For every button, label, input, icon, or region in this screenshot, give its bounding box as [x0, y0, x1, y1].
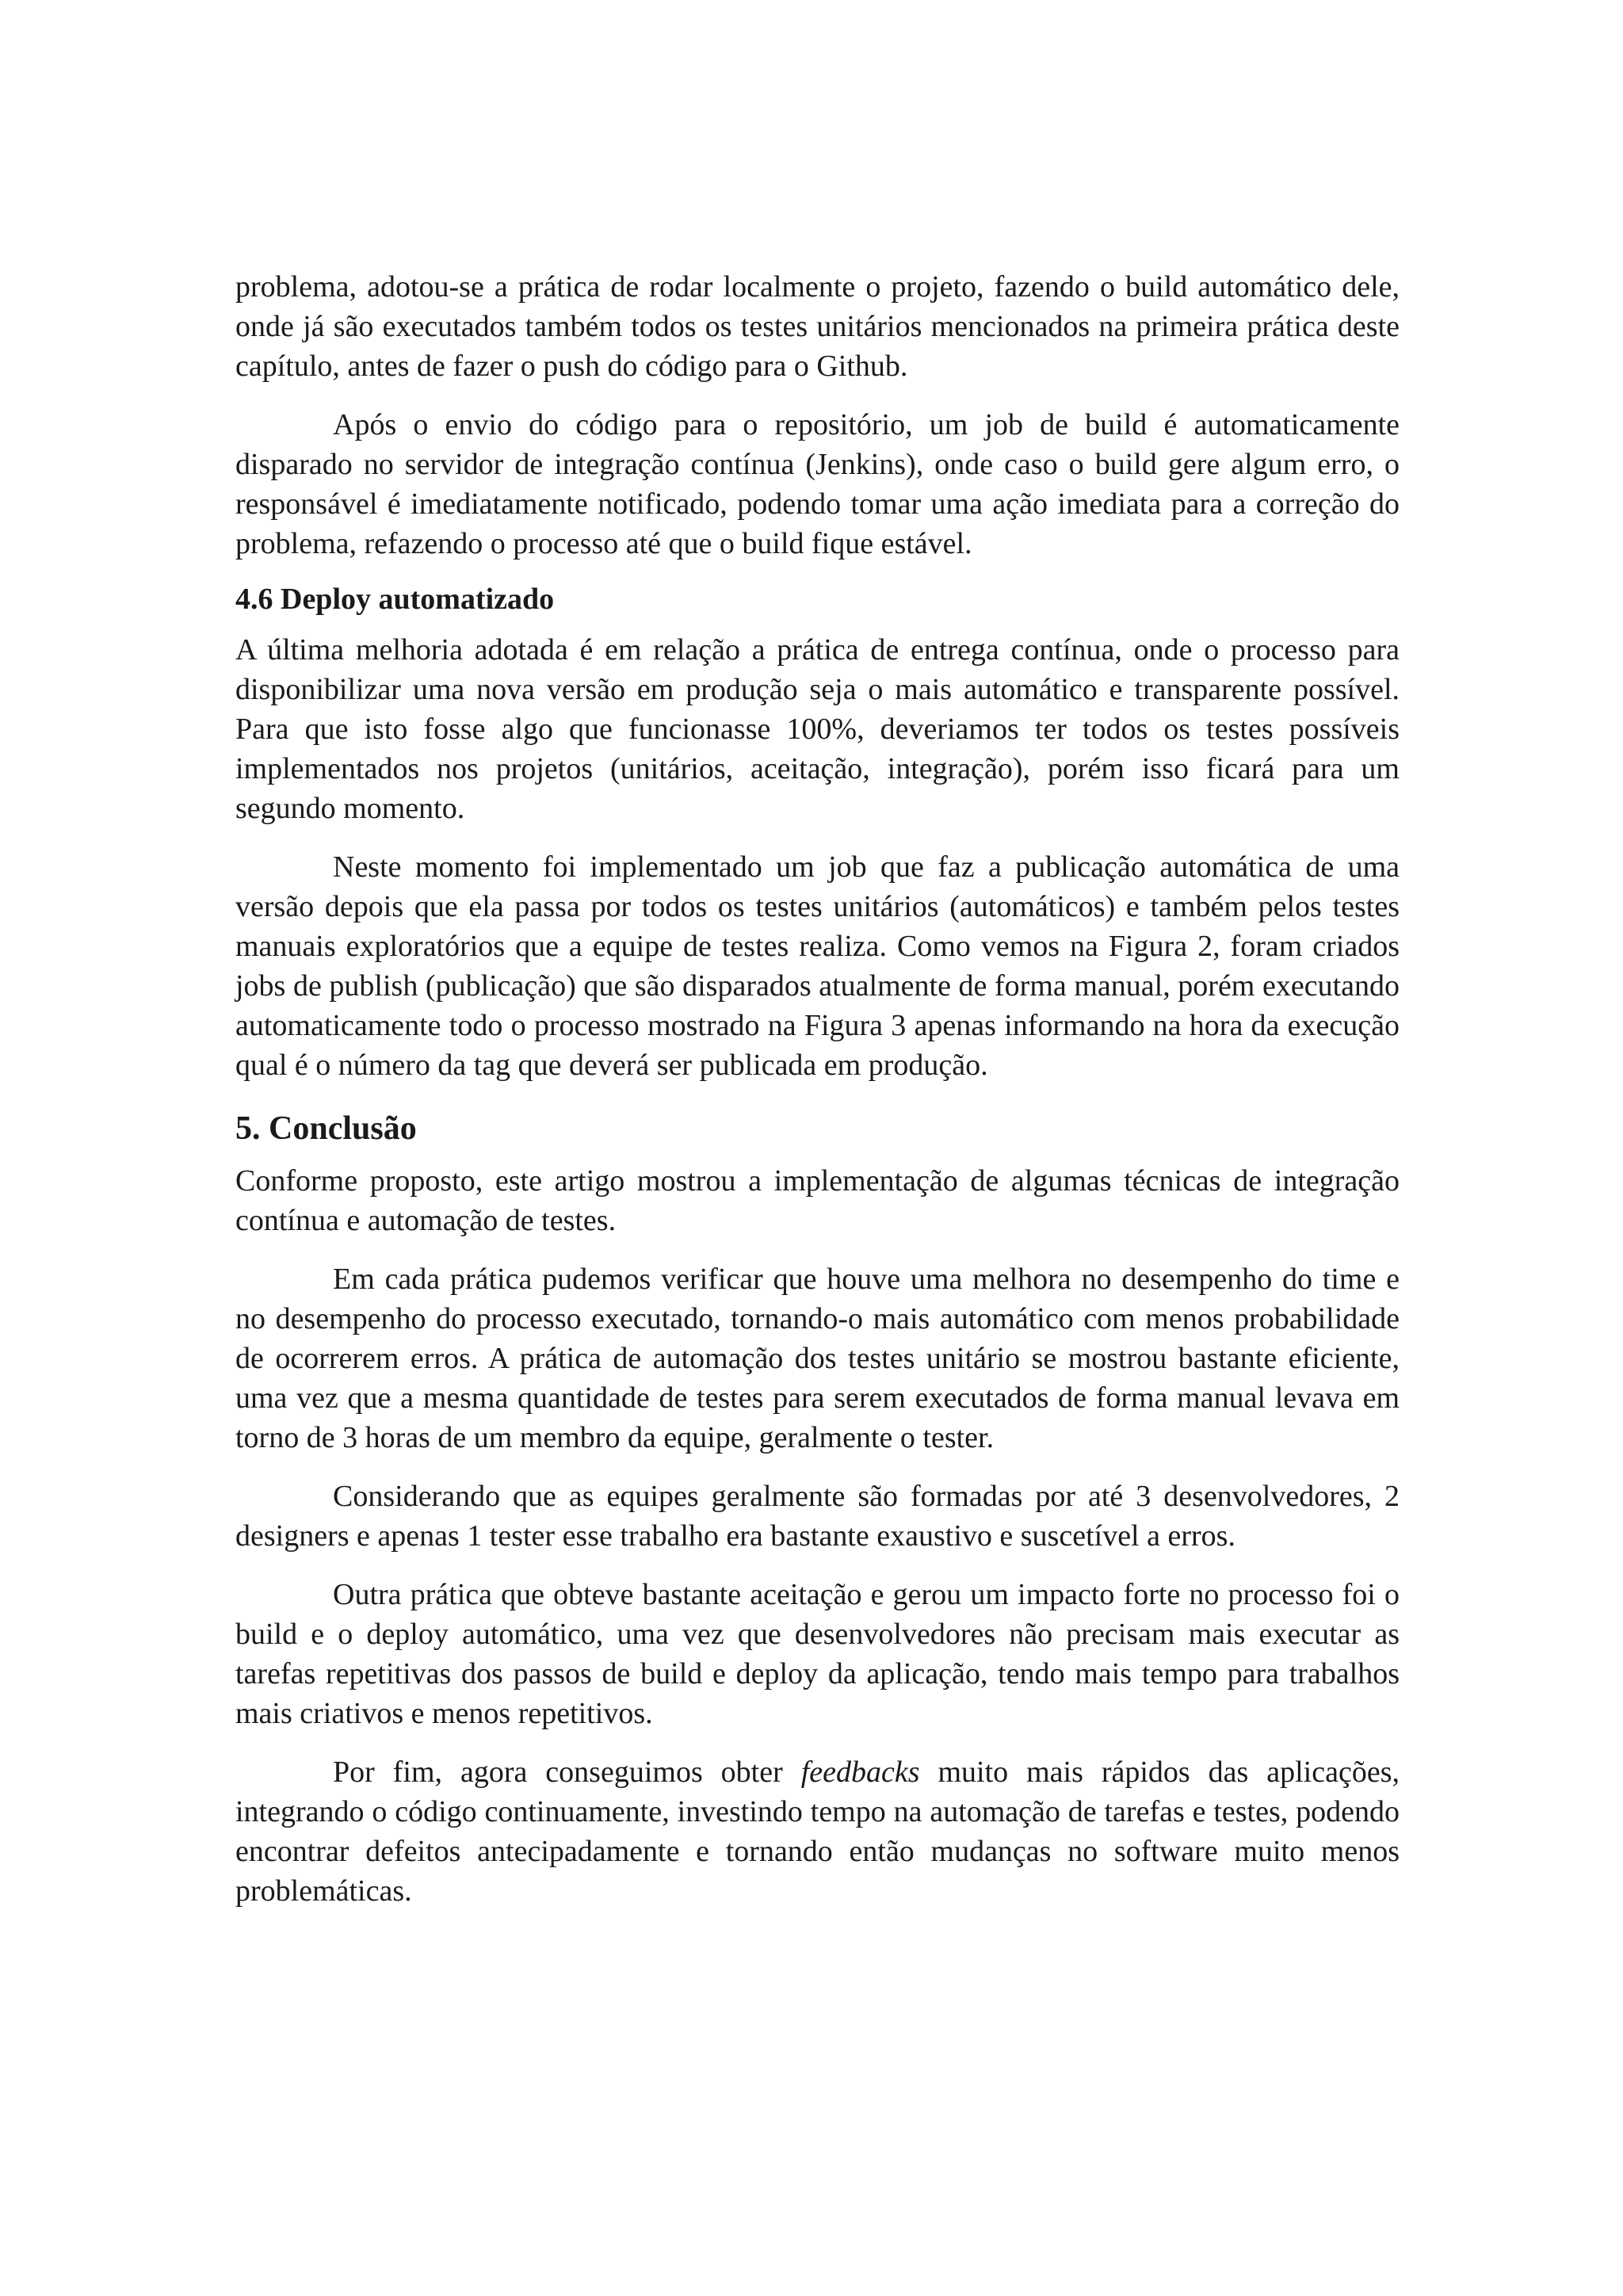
paragraph-conclusion-final	[235, 1752, 1400, 1911]
paragraph-conclusion-deploy: Outra prática que obteve bastante aceitação e gerou um impacto forte no processo foi o build e o deploy automático, uma vez que desenvolvedores não precisam mais executar as tarefas repetitivas dos passos de build e deploy da aplicação, tendo mais tempo para trabalhos mais criativos e menos repetitivos.	[235, 1578, 1400, 1730]
section-heading-conclusion: 5. Conclusão	[235, 1110, 417, 1147]
final-text-after: muito mais rápidos das aplicações, integrando o código continuamente, investindo tempo na automação de tarefas e testes, podendo encontrar defeitos antecipadamente e tornando então mudanças no software muito menos problemáticas.	[235, 1755, 1400, 1908]
paragraph-continuation: problema, adotou-se a prática de rodar localmente o projeto, fazendo o build automático dele, onde já são executados também todos os testes unitários mencionados na primeira prática deste capítulo, antes de fazer o push do código para o Github.	[235, 270, 1400, 383]
paragraph-publish-job: Neste momento foi implementado um job que faz a publicação automática de uma versão depois que ela passa por todos os testes unitários (automáticos) e também pelos testes manuais exploratórios que a equipe de testes realiza. Como vemos na Figura 2, foram criados jobs de publish (publicação) que são disparados atualmente de forma manual, porém executando automaticamente todo o processo mostrado na Figura 3 apenas informando na hora da execução qual é o número da tag que deverá ser publicada em produção.	[235, 850, 1400, 1082]
paragraph-conclusion-intro: Conforme proposto, este artigo mostrou a implementação de algumas técnicas de integração contínua e automação de testes.	[235, 1164, 1400, 1237]
paragraph-conclusion-teams: Considerando que as equipes geralmente são formadas por até 3 desenvolvedores, 2 designers e apenas 1 tester esse trabalho era bastante exaustivo e suscetível a erros.	[235, 1480, 1400, 1553]
subsection-heading-deploy: 4.6 Deploy automatizado	[235, 583, 555, 616]
feedbacks-emphasis: feedbacks	[800, 1755, 920, 1789]
final-text-before: Por fim, agora conseguimos obter	[333, 1755, 801, 1789]
text-column	[235, 267, 1400, 1911]
paragraph-continuous-delivery: A última melhoria adotada é em relação a prática de entrega contínua, onde o processo para disponibilizar uma nova versão em produção seja o mais automático e transparente possível. Para que isto fosse algo que funcionasse 100%, deveriamos ter todos os testes possíveis implementados nos projetos (unitários, aceitação, integração), porém isso ficará para um segundo momento.	[235, 633, 1400, 825]
paragraph-conclusion-performance: Em cada prática pudemos verificar que houve uma melhora no desempenho do time e no desempenho do processo executado, tornando-o mais automático com menos probabilidade de ocorrerem erros. A prática de automação dos testes unitário se mostrou bastante eficiente, uma vez que a mesma quantidade de testes para serem executados de forma manual levava em torno de 3 horas de um membro da equipe, geralmente o tester.	[235, 1263, 1400, 1454]
paragraph-build-job: Após o envio do código para o repositório, um job de build é automaticamente disparado no servidor de integração contínua (Jenkins), onde caso o build gere algum erro, o responsável é imediatamente notificado, podendo tomar uma ação imediata para a correção do problema, refazendo o processo até que o build fique estável.	[235, 408, 1400, 560]
